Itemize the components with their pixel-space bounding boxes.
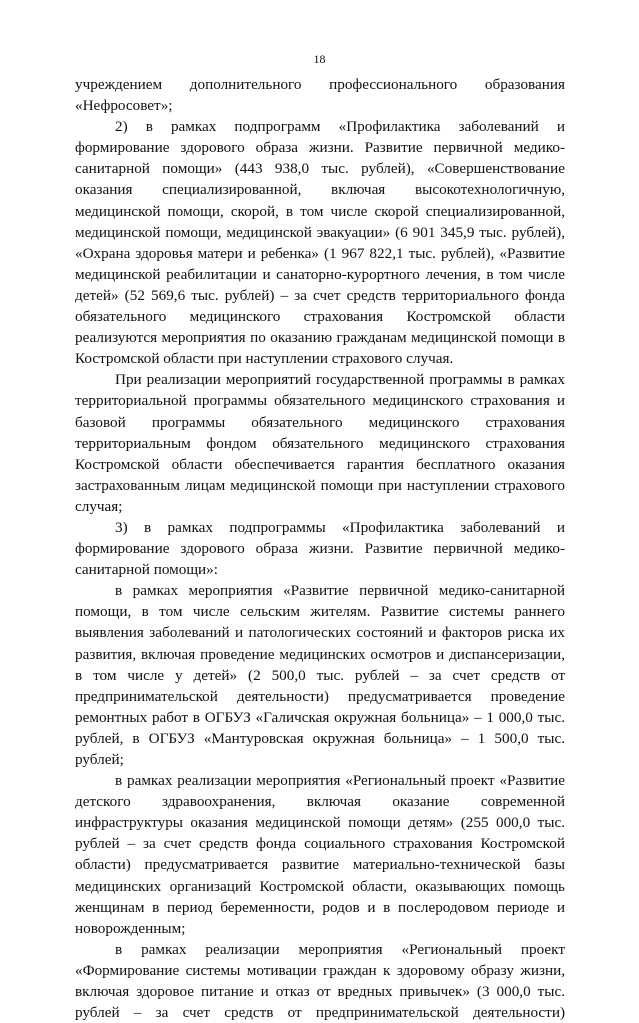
paragraph-institution: учреждением дополнительного профессионального образования «Нефросовет»;	[75, 76, 565, 115]
paragraph-oms-guarantee: При реализации мероприятий государственной программы в рамках территориальной программы обязательного медицинского страхования и базовой программы обязательного медицинского страхования территориальным фондом обязательного медицинского страхования Костромской области обеспечивается гарантия бесплатного оказания застрахованным лицам медицинской помощи при наступлении страхового случая;	[75, 371, 565, 515]
paragraph-primary-care: в рамках мероприятия «Развитие первичной медико-санитарной помощи, в том числе сельским жителям. Развитие системы раннего выявления заболеваний и патологических состояний и факторов риска их развития, включая проведение медицинских осмотров и диспансеризации, в том числе у детей» (2 500,0 тыс. рублей – за счет средств от предпринимательской деятельности) предусматривается проведение ремонтных работ в ОГБУЗ «Галичская окружная больница» – 1 000,0 тыс. рублей, в ОГБУЗ «Мантуровская окружная больница» – 1 500,0 тыс. рублей;	[75, 582, 565, 768]
paragraph-item-2: 2) в рамках подпрограмм «Профилактика заболеваний и формирование здорового образа жизни. Развитие первичной медико-санитарной помощи» (443 938,0 тыс. рублей), «Совершенствование оказания специализированной, включая высокотехнологичную, медицинской помощи, скорой, в том числе скорой специализированной, медицинской помощи, медицинской эвакуации» (6 901 345,9 тыс. рублей), «Охрана здоровья матери и ребенка» (1 967 822,1 тыс. рублей), «Развитие медицинской реабилитации и санаторно-курортного лечения, в том числе детей» (52 569,6 тыс. рублей) – за счет средств территориального фонда обязательного медицинского страхования Костромской области реализуются мероприятия по оказанию гражданам медицинской помощи в Костромской области при наступлении страхового случая.	[75, 118, 565, 368]
body-text	[75, 74, 565, 1023]
paragraph-child-healthcare: в рамках реализации мероприятия «Региональный проект «Развитие детского здравоохранения, включая оказание современной инфраструктуры оказания медицинской помощи детям» (255 000,0 тыс. рублей – за счет средств фонда социального страхования Костромской области) предусматривается развитие материально-технической базы медицинских организаций Костромской области, оказывающих помощь женщинам в период беременности, родов и в послеродовом периоде и новорожденным;	[75, 772, 565, 937]
paragraph-item-3: 3) в рамках подпрограммы «Профилактика заболеваний и формирование здорового образа жизни. Развитие первичной медико-санитарной помощи»:	[75, 518, 565, 579]
paragraph-healthy-lifestyle: в рамках реализации мероприятия «Региональный проект «Формирование системы мотивации граждан к здоровому образу жизни, включая здоровое питание и отказ от вредных привычек» (3 000,0 тыс. рублей – за счет средств от предпринимательской деятельности)	[75, 940, 565, 1022]
page-number: 18	[313, 52, 326, 66]
